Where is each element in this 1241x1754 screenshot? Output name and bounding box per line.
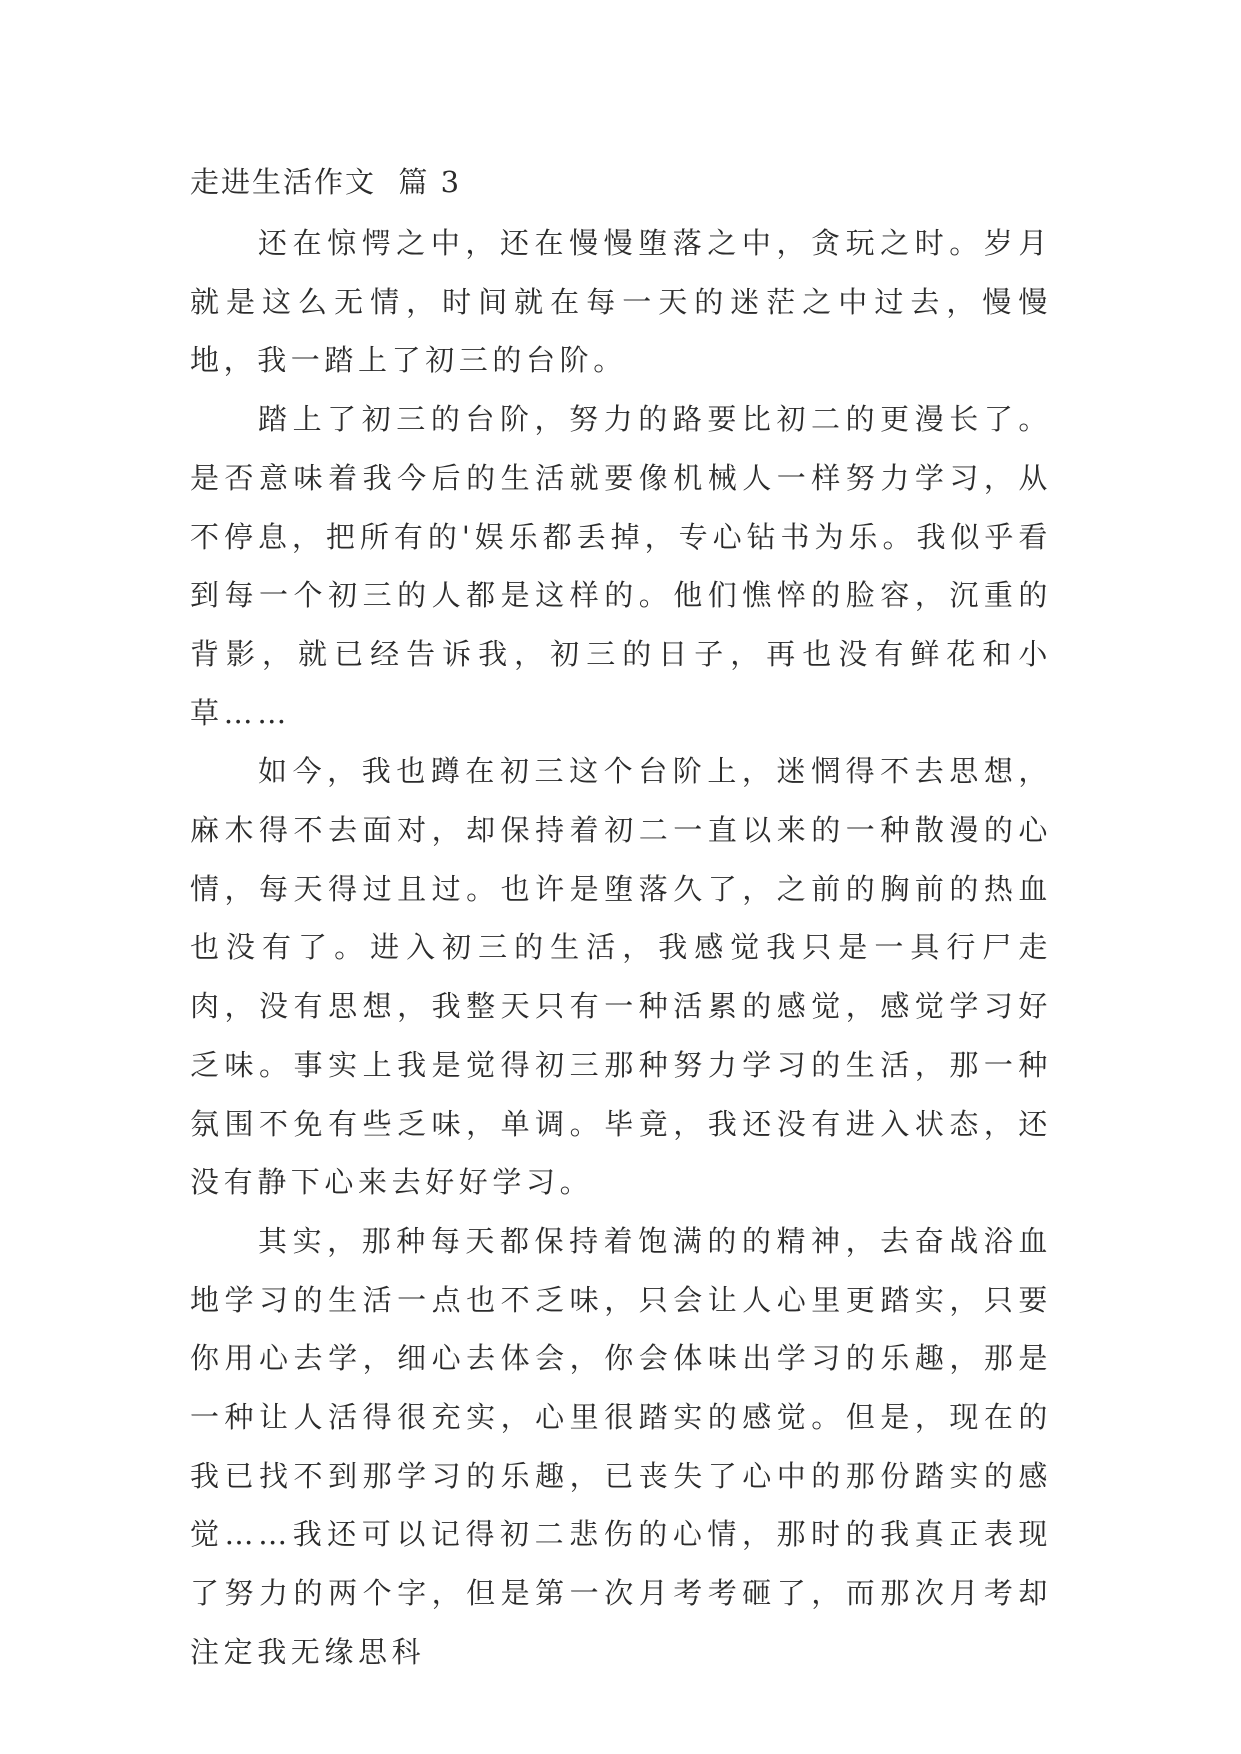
paragraph-2: 踏上了初三的台阶，努力的路要比初二的更漫长了。是否意味着我今后的生活就要像机械人一样努力学习，从不停息，把所有的'娱乐都丢掉，专心钻书为乐。我似乎看到每一个初三的人都是这样的。他们憔悴的脸容，沉重的背影，就已经告诉我，初三的日子，再也没有鲜花和小草…… [190,402,1052,730]
essay-title: 走进生活作文 篇 3 [190,165,462,199]
document-page [190,162,1052,1682]
paragraph-1: 还在惊愕之中，还在慢慢堕落之中，贪玩之时。岁月就是这么无情，时间就在每一天的迷茫之中过去，慢慢地，我一踏上了初三的台阶。 [190,226,1052,378]
paragraph-4: 其实，那种每天都保持着饱满的的精神，去奋战浴血地学习的生活一点也不乏味，只会让人心里更踏实，只要你用心去学，细心去体会，你会体味出学习的乐趣，那是一种让人活得很充实，心里很踏实的感觉。但是，现在的我已找不到那学习的乐趣，已丧失了心中的那份踏实的感觉……我还可以记得初二悲伤的心情，那时的我真正表现了努力的两个字，但是第一次月考考砸了，而那次月考却注定我无缘思科 [190,1223,1052,1669]
paragraph-3: 如今，我也蹲在初三这个台阶上，迷惘得不去思想，麻木得不去面对，却保持着初二一直以来的一种散漫的心情，每天得过且过。也许是堕落久了，之前的胸前的热血也没有了。进入初三的生活，我感觉我只是一具行尸走肉，没有思想，我整天只有一种活累的感觉，感觉学习好乏味。事实上我是觉得初三那种努力学习的生活，那一种氛围不免有些乏味，单调。毕竟，我还没有进入状态，还没有静下心来去好好学习。 [190,754,1052,1200]
